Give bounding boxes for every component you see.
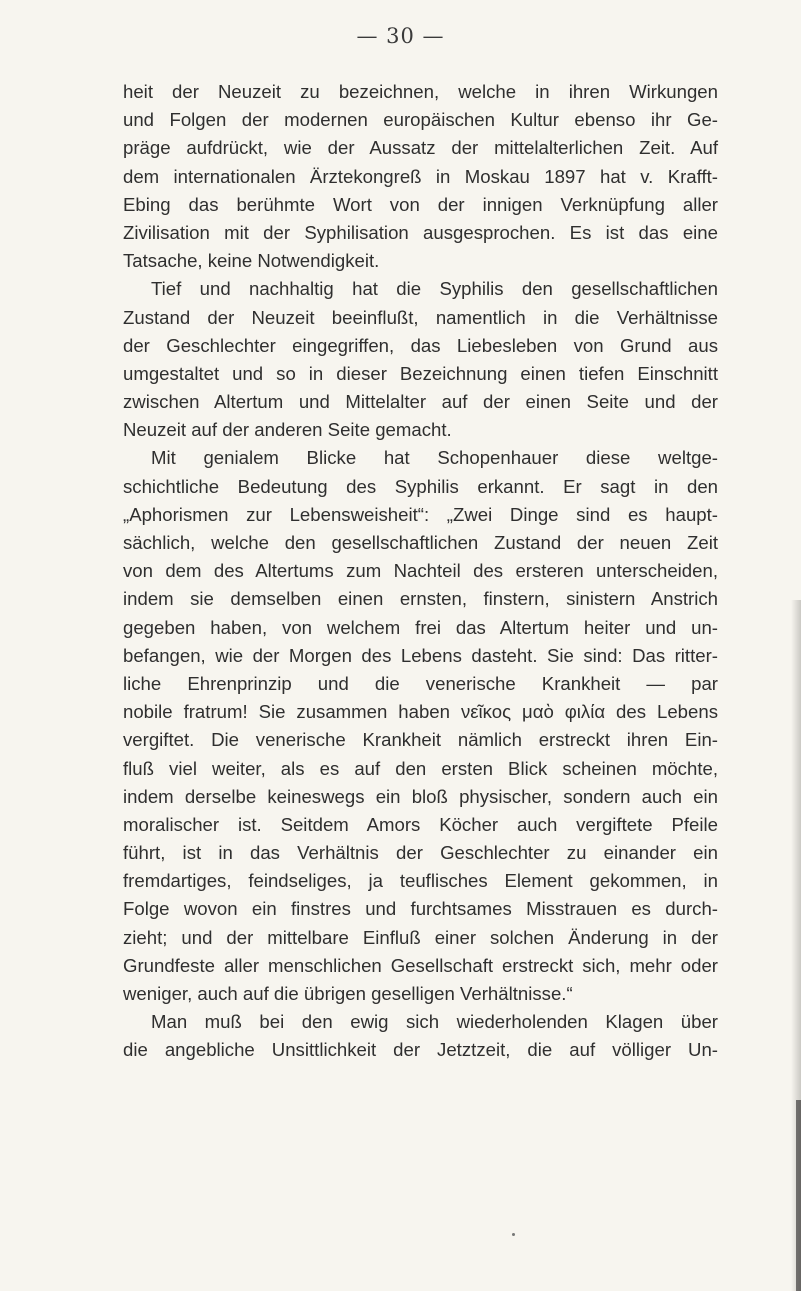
text-line: befangen, wie der Morgen des Lebens dasteht. Sie sind: Das ritter- [123, 644, 718, 666]
text-line: umgestaltet und so in dieser Bezeichnung einen tiefen Einschnitt [123, 362, 718, 384]
text-line: fluß viel weiter, als es auf den ersten Blick scheinen möchte, [123, 757, 718, 779]
text-line: Neuzeit auf der anderen Seite gemacht. [123, 419, 452, 441]
text-line: Grundfeste aller menschlichen Gesellschaft erstreckt sich, mehr oder [123, 954, 718, 976]
text-line: Mit genialem Blicke hat Schopenhauer diese weltge- [151, 447, 718, 469]
text-line: von dem des Altertums zum Nachteil des ersteren unterscheiden, [123, 560, 718, 582]
text-line: schichtliche Bedeutung des Syphilis erkannt. Er sagt in den [123, 475, 718, 497]
page-number: — 30 — [356, 24, 445, 48]
text-line: Zustand der Neuzeit beeinflußt, namentlich in die Verhältnisse [123, 306, 718, 328]
text-line: weniger, auch auf die übrigen geselligen Verhältnisse.“ [123, 983, 573, 1004]
body-text [123, 78, 718, 1065]
text-line: indem derselbe keineswegs ein bloß physischer, sondern auch ein [123, 785, 718, 807]
text-line: heit der Neuzeit zu bezeichnen, welche in ihren Wirkungen [123, 81, 718, 102]
text-line: die angebliche Unsittlichkeit der Jetztzeit, die auf völliger Un- [123, 1039, 718, 1061]
text-line: Zivilisation mit der Syphilisation ausgesprochen. Es ist das eine [123, 221, 718, 243]
text-line: führt, ist in das Verhältnis der Geschlechter zu einander ein [123, 842, 718, 864]
text-line: zwischen Altertum und Mittelalter auf der einen Seite und der [123, 391, 718, 413]
text-line: Man muß bei den ewig sich wiederholenden Klagen über [151, 1011, 718, 1033]
text-line: vergiftet. Die venerische Krankheit nämlich erstreckt ihren Ein- [123, 729, 718, 751]
text-line: zieht; und der mittelbare Einfluß einer solchen Änderung in der [123, 926, 718, 948]
text-line: liche Ehrenprinzip und die venerische Krankheit — par [123, 672, 718, 694]
text-line: fremdartiges, feindseliges, ja teuflisches Element gekommen, in [123, 870, 718, 892]
text-line: Folge wovon ein finstres und furchtsames Misstrauen es durch- [123, 898, 718, 920]
text-line: Tief und nachhaltig hat die Syphilis den gesellschaftlichen [151, 278, 718, 300]
page-edge-dark [796, 1100, 801, 1291]
text-line: präge aufdrückt, wie der Aussatz der mittelalterlichen Zeit. Auf [123, 137, 718, 159]
text-line: Ebing das berühmte Wort von der innigen Verknüpfung aller [123, 193, 718, 215]
text-line: moralischer ist. Seitdem Amors Köcher auch vergiftete Pfeile [123, 813, 718, 835]
text-line: indem sie demselben einen ernsten, finstern, sinistern Anstrich [123, 588, 718, 610]
text-line: sächlich, welche den gesellschaftlichen Zustand der neuen Zeit [123, 532, 718, 553]
text-line: dem internationalen Ärztekongreß in Moskau 1897 hat v. Krafft- [123, 165, 718, 187]
paper-speck [512, 1233, 515, 1236]
text-line: nobile fratrum! Sie zusammen haben νεῖκος μαὸ φιλία des Lebens [123, 701, 718, 723]
text-line: gegeben haben, von welchem frei das Altertum heiter und un- [123, 616, 718, 638]
text-line: und Folgen der modernen europäischen Kultur ebenso ihr Ge- [123, 109, 718, 131]
text-line: der Geschlechter eingegriffen, das Liebesleben von Grund aus [123, 334, 718, 356]
text-line: „Aphorismen zur Lebensweisheit“: „Zwei Dinge sind es haupt- [123, 503, 718, 525]
text-line: Tatsache, keine Notwendigkeit. [123, 250, 380, 272]
